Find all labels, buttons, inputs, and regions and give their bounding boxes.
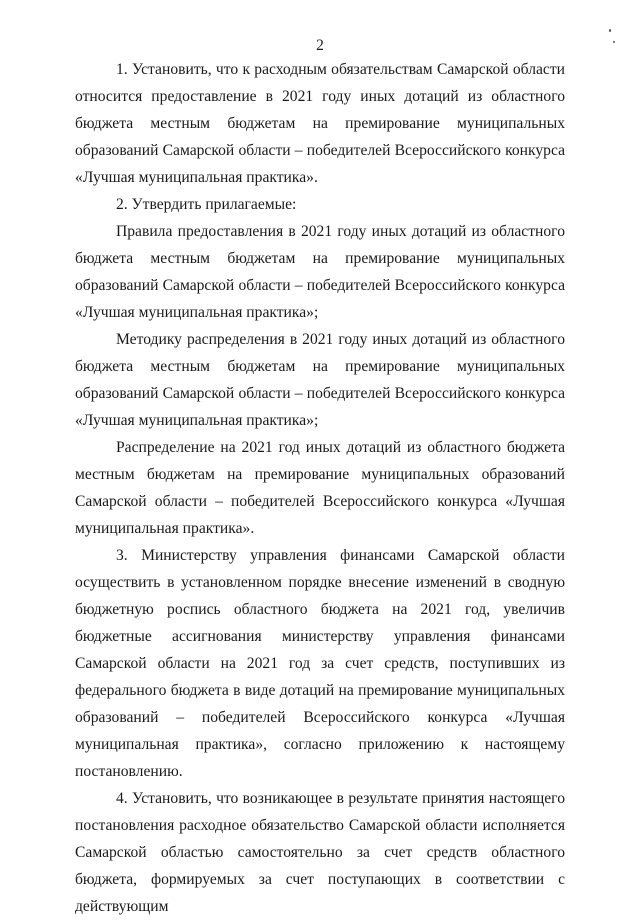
paragraph: 1. Установить, что к расходным обязательствам Самарской области относится предоставление в 2021 году иных дотаций из областного бюджета местным бюджетам на премирование муниципальных образований Самарской области – победителей Всероссийского конкурса «Лучшая муниципальная практика». <box>75 61 565 186</box>
paragraph: Методику распределения в 2021 году иных дотаций из областного бюджета местным бюджетам на премирование муниципальных образований Самарской области – победителей Всероссийского конкурса «Лучшая муниципальная практика»; <box>75 331 565 429</box>
paragraph: Правила предоставления в 2021 году иных дотаций из областного бюджета местным бюджетам на премирование муниципальных образований Самарской области – победителей Всероссийского конкурса «Лучшая муниципальная практика»; <box>75 223 565 321</box>
document-body <box>75 56 565 920</box>
scan-speck <box>609 29 611 32</box>
paragraph: 2. Утвердить прилагаемые: <box>116 196 297 213</box>
paragraph: Распределение на 2021 год иных дотаций из областного бюджета местным бюджетам на премирование муниципальных образований Самарской области – победителей Всероссийского конкурса «Лучшая муниципальная практика». <box>75 439 565 537</box>
page-number: 2 <box>316 37 324 54</box>
paragraph: 4. Установить, что возникающее в результате принятия настоящего постановления расходное обязательство Самарской области исполняется Самарской областью самостоятельно за счет средств областного бюджета, формируемых за счет поступающих в соответствии с действующим <box>75 790 565 915</box>
paragraph: 3. Министерству управления финансами Самарской области осуществить в установленном порядке внесение изменений в сводную бюджетную роспись областного бюджета на 2021 год, увеличив бюджетные ассигнования министерству управления финансами Самарской области на 2021 год за счет средств, поступивших из федерального бюджета в виде дотаций на премирование муниципальных образований – победителей Всероссийского конкурса «Лучшая муниципальная практика», согласно приложению к настоящему постановлению. <box>75 547 565 780</box>
scan-speck <box>613 41 615 43</box>
